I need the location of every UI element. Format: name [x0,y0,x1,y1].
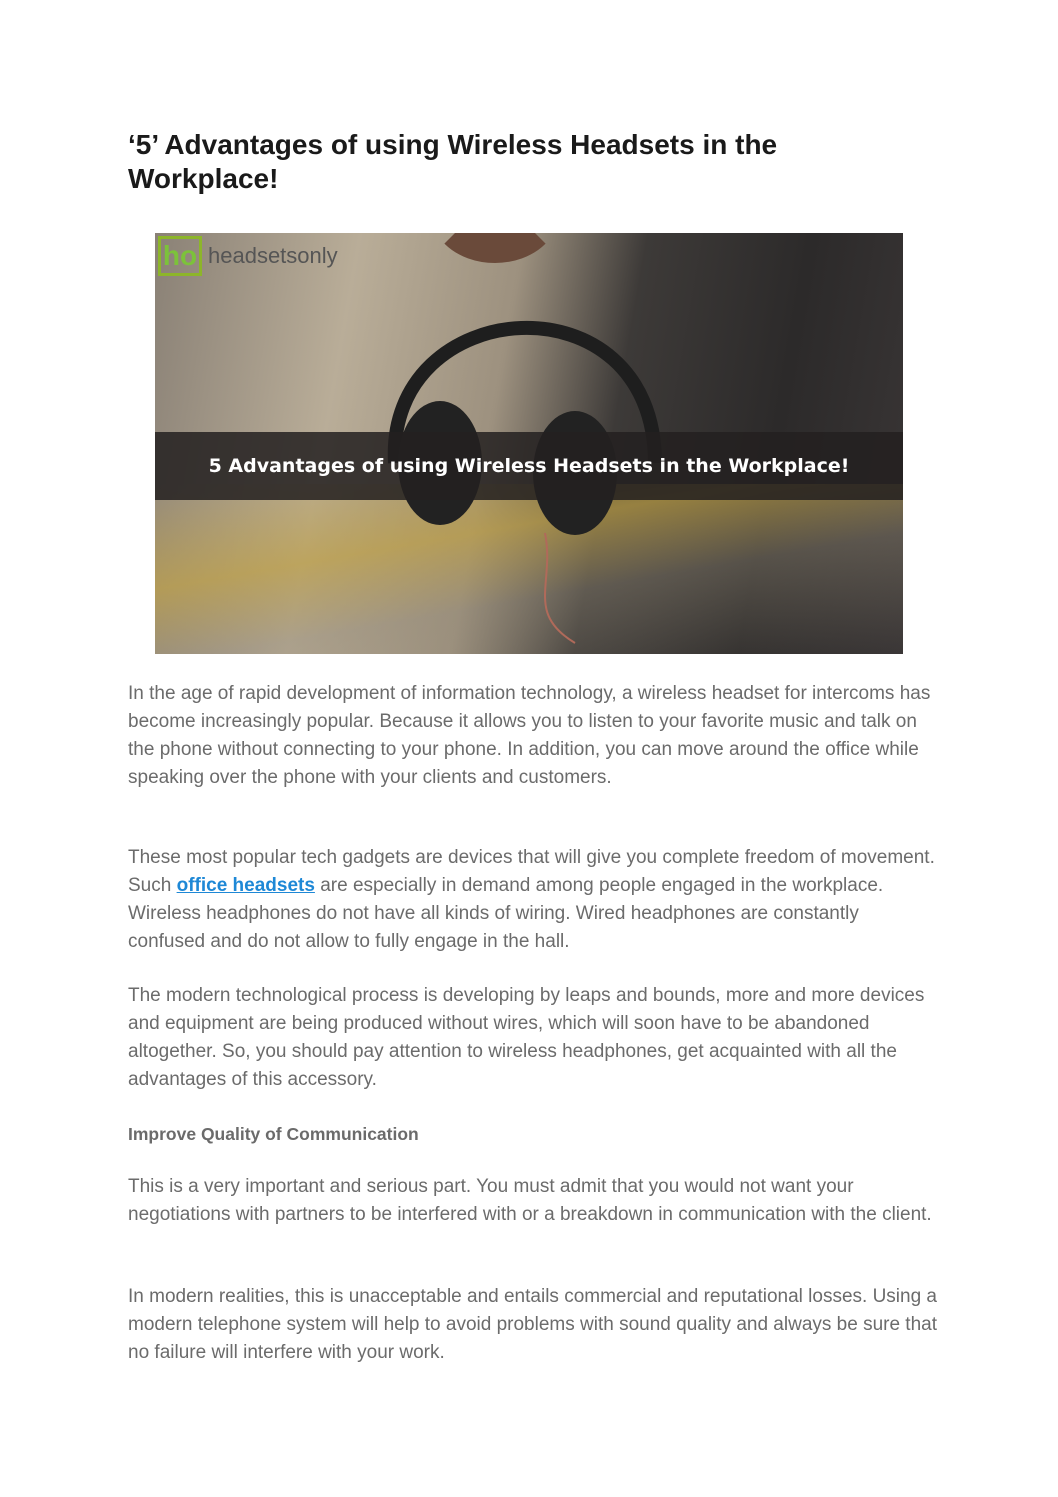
paragraph-text: These most popular tech gadgets are devices that will give you complete freedom of movement. Such [128,847,935,896]
paragraph: This is a very important and serious part. You must admit that you would not want your negotiations with partners to be interfered with or a breakdown in communication with the client. [128,1176,932,1225]
paragraph: In modern realities, this is unacceptable and entails commercial and reputational losses. Using a modern telephone system will help to avoid problems with sound quality and always be sure that no failure will interfere with your work. [128,1286,938,1363]
paragraph-text: are especially in demand among people engaged in the workplace. Wireless headphones do not have all kinds of wiring. Wired headphones are constantly confused and do not allow to fully engage in the hall. [128,875,884,952]
hero-banner: 5 Advantages of using Wireless Headsets in the Workplace! [155,432,903,500]
office-headsets-link[interactable]: office headsets [176,875,315,896]
paragraph: In the age of rapid development of information technology, a wireless headset for intercoms has become increasingly popular. Because it allows you to listen to your favorite music and talk on the phone without connecting to your phone. In addition, you can move around the office while speaking over the phone with your clients and customers. [128,683,931,788]
headsetsonly-logo [158,236,338,276]
section-heading: Improve Quality of Communication [128,1124,419,1144]
paragraph [128,844,938,956]
logo-text: headsetsonly [208,243,338,268]
paragraph: The modern technological process is developing by leaps and bounds, more and more devices and equipment are being produced without wires, which will soon have to be abandoned altogether. So, you should pay attention to wireless headphones, get acquainted with all the advantages of this accessory. [128,985,925,1090]
logo-mark: ho [158,236,202,276]
hero-image [155,233,903,654]
page-title: ‘5’ Advantages of using Wireless Headsets in the Workplace! [128,129,778,194]
